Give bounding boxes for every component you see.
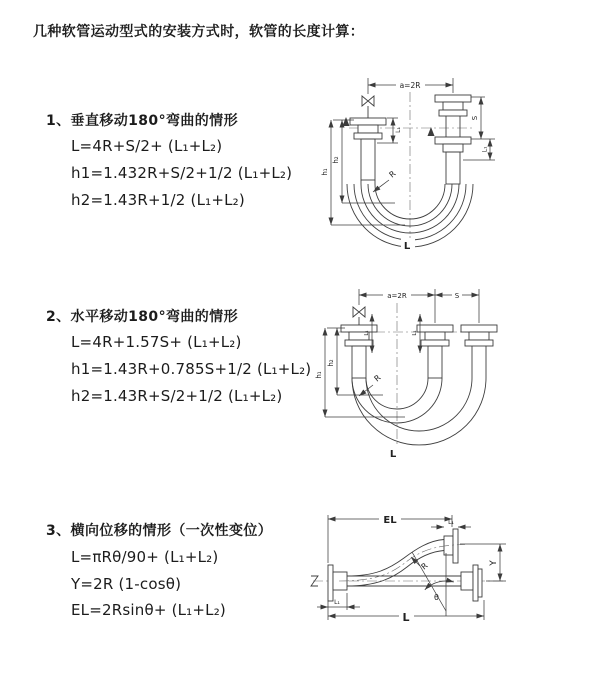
dim-length xyxy=(328,600,484,624)
dim-width xyxy=(359,289,479,323)
section-3-formula-L: L=πRθ/90+ (L₁+L₂) xyxy=(71,548,219,566)
section-3-formula-Y: Y=2R (1-cosθ) xyxy=(71,575,182,593)
flange-left xyxy=(341,325,377,346)
braid-section-middle xyxy=(428,346,442,378)
dim-h2-label: h₂ xyxy=(327,359,335,367)
flange-right xyxy=(461,325,497,378)
dim-fitting-mid-label: L₁ xyxy=(412,330,418,336)
section-1-formula-L: L=4R+S/2+ (L₁+L₂) xyxy=(71,137,223,155)
dim-y-label: Y xyxy=(489,560,499,566)
dim-stroke-label: S xyxy=(471,115,479,121)
braid-section-left xyxy=(361,139,375,180)
radius-label xyxy=(411,557,430,572)
dim-width-label: a=2R xyxy=(387,292,407,300)
dim-fitting-left xyxy=(364,314,372,353)
dim-stroke xyxy=(463,97,495,160)
section-1-formula-h1: h1=1.432R+S/2+1/2 (L₁+L₂) xyxy=(71,164,293,182)
radius-label xyxy=(373,169,398,192)
pipe-original-position xyxy=(347,565,482,601)
diagram-vertical-180-bend xyxy=(313,72,585,270)
length-label: L xyxy=(403,241,411,252)
angle-label: θ xyxy=(434,593,439,602)
movement-arrow-left xyxy=(343,117,350,126)
dim-stroke-label: S xyxy=(454,292,460,300)
dim-el-label: EL xyxy=(383,515,397,526)
valve-icon xyxy=(362,96,374,118)
section-2-formula-L: L=4R+1.57S+ (L₁+L₂) xyxy=(71,333,242,351)
hose-arcs xyxy=(352,378,486,445)
flange-left xyxy=(350,118,386,139)
diagram-lateral-displacement xyxy=(303,503,591,655)
dim-fitting-label: L₁ xyxy=(481,146,489,153)
dim-width xyxy=(368,78,453,94)
dim-el xyxy=(328,513,452,563)
valve-icon xyxy=(353,307,365,325)
section-2-heading: 2、水平移动180°弯曲的情形 xyxy=(46,309,238,325)
angle-construction xyxy=(412,552,454,611)
dim-h1-label: h₁ xyxy=(315,371,323,379)
section-1-heading: 1、垂直移动180°弯曲的情形 xyxy=(46,113,238,129)
dim-fitting-top-label: L₁ xyxy=(448,519,454,526)
section-1-formula-h2: h2=1.43R+1/2 (L₁+L₂) xyxy=(71,191,245,209)
section-2-formula-h2: h2=1.43R+S/2+1/2 (L₁+L₂) xyxy=(71,387,283,405)
radius-label xyxy=(359,373,383,396)
dim-h1-label: h₁ xyxy=(321,168,329,176)
flange-right-upper xyxy=(435,95,471,137)
dim-fitting-mid xyxy=(412,314,420,353)
section-2-formula-h1: h1=1.43R+0.785S+1/2 (L₁+L₂) xyxy=(71,360,312,378)
dim-fitting-left-label: L₁ xyxy=(334,599,340,606)
braid-section-left xyxy=(352,346,366,378)
dim-fitting-left-label: L₁ xyxy=(364,330,370,336)
radius-label-text: R xyxy=(387,169,398,180)
radius-label-text: R xyxy=(419,561,430,572)
section-3-formula-EL: EL=2Rsinθ+ (L₁+L₂) xyxy=(71,601,226,619)
flange-right-lower xyxy=(435,137,471,152)
flange-middle xyxy=(417,325,453,346)
dim-h2-label: h₂ xyxy=(332,156,340,164)
radius-label-text: R xyxy=(372,373,383,384)
dim-fitting-top xyxy=(431,519,471,527)
dim-fitting-left xyxy=(317,593,360,610)
length-label: L xyxy=(389,449,397,460)
page-title: 几种软管运动型式的安装方式时，软管的长度计算： xyxy=(33,24,365,40)
flange-left xyxy=(328,565,347,601)
movement-arrow-right xyxy=(428,127,435,136)
dim-width-label: a=2R xyxy=(399,81,421,90)
dim-fitting-left-label: L₁ xyxy=(395,127,402,133)
diagram-horizontal-180-bend xyxy=(313,283,585,468)
braid-section-right xyxy=(446,152,460,184)
section-3-heading: 3、横向位移的情形（一次性变位） xyxy=(46,523,273,539)
length-label: L xyxy=(402,611,410,624)
